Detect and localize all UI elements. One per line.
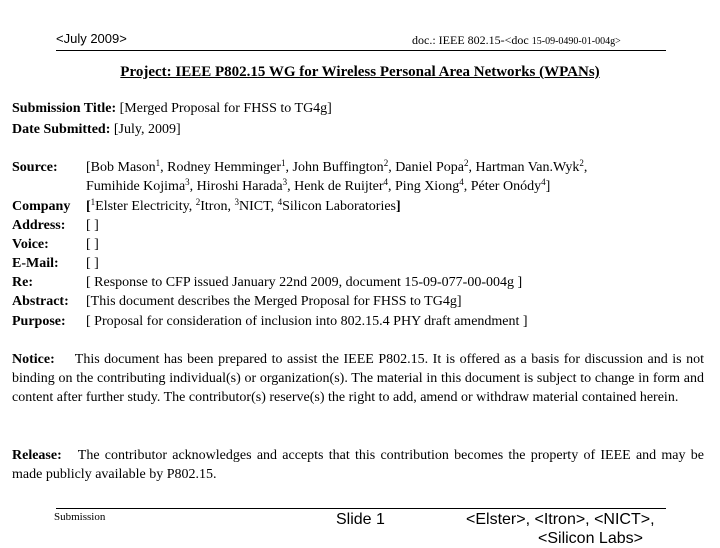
- re-label: Re:: [12, 275, 33, 290]
- text-segment: Silicon Laboratories: [282, 199, 396, 214]
- re-value: [ Response to CFP issued January 22nd 2009, document 15-09-077-00-004g ]: [86, 275, 523, 290]
- source-line-2: [86, 178, 550, 196]
- purpose-value: [ Proposal for consideration of inclusion into 802.15.4 PHY draft amendment ]: [86, 314, 528, 329]
- text-segment: 1: [155, 158, 161, 168]
- voice-label: Voice:: [12, 237, 49, 252]
- text-segment: 2: [383, 158, 389, 168]
- footer-slide-number: Slide 1: [336, 511, 385, 528]
- text-segment: 3: [282, 177, 288, 187]
- date-submitted-label: Date Submitted:: [12, 122, 111, 137]
- text-segment: 2: [195, 197, 201, 207]
- text-segment: Fumihide Kojima: [86, 179, 186, 194]
- text-segment: Elster Electricity,: [95, 199, 196, 214]
- text-segment: ]: [396, 199, 401, 214]
- text-segment: 4: [277, 197, 283, 207]
- text-segment: 3: [234, 197, 239, 207]
- footer-authors-line-2: <Silicon Labs>: [538, 530, 643, 547]
- header-doc-id: [412, 33, 621, 48]
- source-label: Source:: [12, 160, 58, 175]
- text-segment: 2: [579, 158, 584, 168]
- text-segment: , Hartman Van.Wyk: [468, 160, 580, 175]
- footer-authors-line-1: <Elster>, <Itron>, <NICT>,: [466, 511, 655, 528]
- submission-title-row: [12, 100, 332, 118]
- date-submitted-value: [July, 2009]: [113, 122, 181, 137]
- text-segment: NICT,: [238, 199, 278, 214]
- header-date: <July 2009>: [56, 31, 127, 46]
- text-segment: , John Buffington: [285, 160, 384, 175]
- release-text: The contributor acknowledges and accepts that this contribution becomes the property of IEEE and may be made publicly available by P802.15.: [12, 448, 704, 482]
- footer-rule: [56, 508, 666, 509]
- text-segment: ,: [583, 160, 588, 175]
- text-segment: , Ping Xiong: [388, 179, 460, 194]
- text-segment: 2: [464, 158, 469, 168]
- release-paragraph: [12, 446, 704, 484]
- text-segment: , Rodney Hemminger: [160, 160, 282, 175]
- text-segment: , Péter Onódy: [463, 179, 542, 194]
- text-segment: 1: [90, 197, 96, 207]
- abstract-label: Abstract:: [12, 294, 69, 309]
- text-segment: 4: [459, 177, 464, 187]
- address-value: [ ]: [86, 218, 99, 233]
- text-segment: 3: [185, 177, 190, 187]
- notice-text: This document has been prepared to assist the IEEE P802.15. It is offered as a basis for discussion and is not binding on the contributing individual(s) or organization(s). The material in this document is subject to change in form and content after further study. The contributor(s) reserve(s) the right to add, amend or withdraw material contained herein.: [12, 352, 704, 405]
- source-line-1: [86, 159, 587, 177]
- text-segment: 1: [281, 158, 286, 168]
- address-label: Address:: [12, 218, 66, 233]
- header-rule: [56, 50, 666, 51]
- voice-value: [ ]: [86, 237, 99, 252]
- text-segment: 4: [383, 177, 389, 187]
- notice-label: Notice:: [12, 352, 55, 367]
- header-doc-prefix: doc.: IEEE 802.15-<doc: [412, 33, 532, 47]
- header-doc-number: 15-09-0490-01-004g>: [531, 36, 621, 47]
- page-title: Project: IEEE P802.15 WG for Wireless Personal Area Networks (WPANs): [120, 64, 600, 80]
- text-segment: ]: [545, 179, 551, 194]
- text-segment: [: [86, 199, 91, 214]
- text-segment: , Daniel Popa: [388, 160, 465, 175]
- submission-title-label: Submission Title:: [12, 101, 117, 116]
- footer-submission: Submission: [54, 511, 106, 523]
- text-segment: 4: [541, 177, 546, 187]
- text-segment: Itron,: [200, 199, 235, 214]
- purpose-label: Purpose:: [12, 314, 66, 329]
- company-label: Company: [12, 199, 71, 214]
- email-label: E-Mail:: [12, 256, 59, 271]
- release-label: Release:: [12, 448, 62, 463]
- text-segment: , Henk de Ruijter: [287, 179, 384, 194]
- abstract-value: [This document describes the Merged Proposal for FHSS to TG4g]: [86, 294, 462, 309]
- submission-title-value: [Merged Proposal for FHSS to TG4g]: [119, 101, 332, 116]
- email-value: [ ]: [86, 256, 99, 271]
- company-value: [86, 198, 401, 216]
- text-segment: , Hiroshi Harada: [189, 179, 283, 194]
- text-segment: [Bob Mason: [86, 160, 156, 175]
- notice-paragraph: [12, 350, 704, 407]
- date-submitted-row: [12, 121, 181, 139]
